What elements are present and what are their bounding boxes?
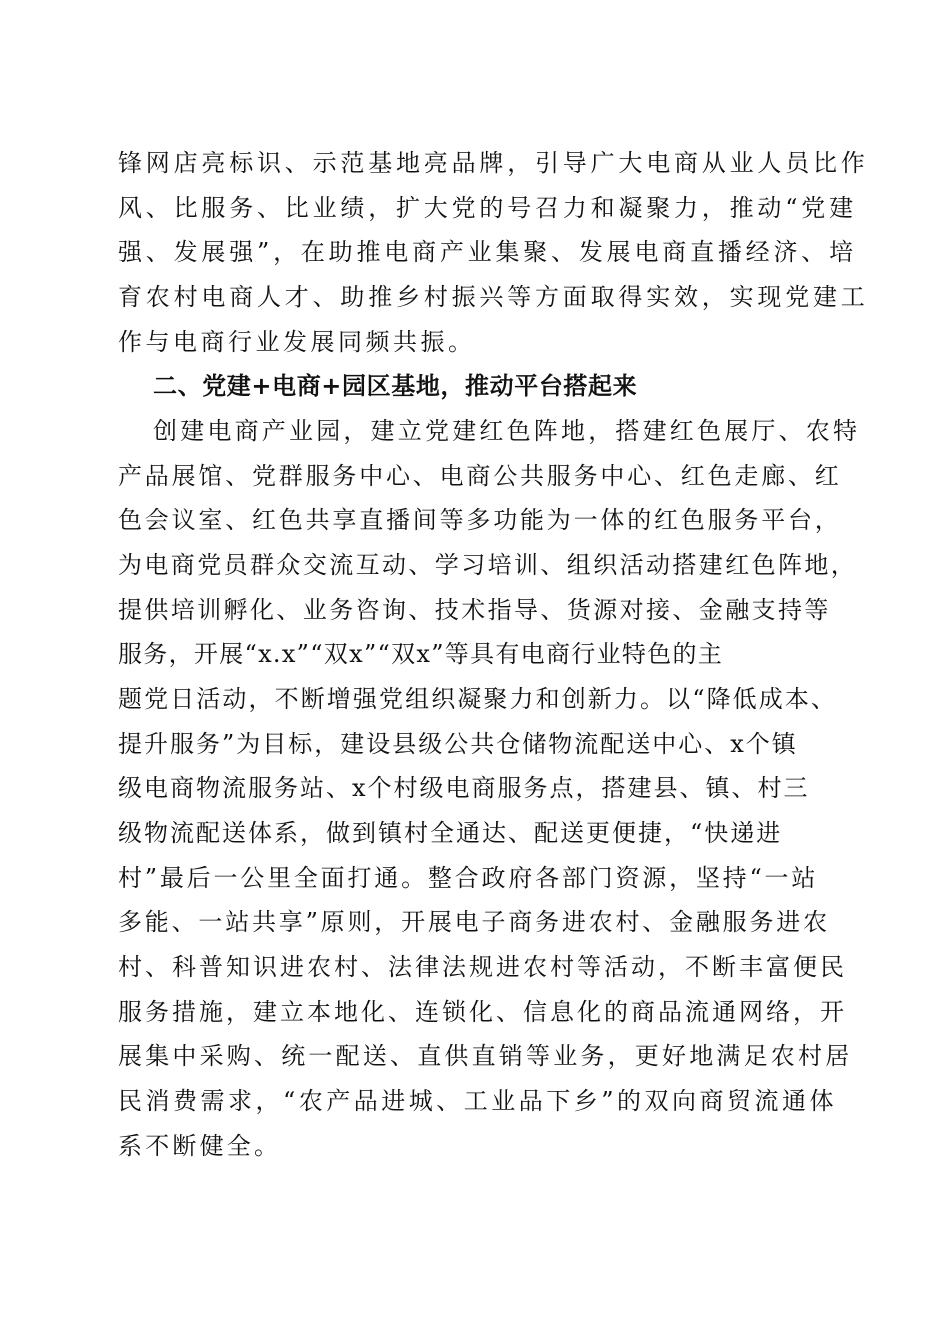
section-paragraph-line: 多能、一站共享”原则，开展电子商务进农村、金融服务进农 xyxy=(118,908,830,936)
section-paragraph-line: 题党日活动，不断增强党组织凝聚力和创新力。以“降低成本、 xyxy=(118,685,838,713)
section-paragraph-line: 创建电商产业园，建立党建红色阵地，搭建红色展厅、农特 xyxy=(153,417,861,445)
section-paragraph-line: 提升服务”为目标，建设县级公共仓储物流配送中心、x个镇 xyxy=(118,730,798,758)
section-paragraph-line: 展集中采购、统一配送、直供直销等业务，更好地满足农村居 xyxy=(118,1042,853,1070)
section-paragraph-line: 色会议室、红色共享直播间等多功能为一体的红色服务平台， xyxy=(118,506,842,534)
intro-paragraph-line: 锋网店亮标识、示范基地亮品牌，引导广大电商从业人员比作 xyxy=(118,149,869,177)
section-paragraph-line: 级电商物流服务站、x个村级电商服务点，搭建县、镇、村三 xyxy=(118,774,810,802)
section-paragraph-line: 服务措施，建立本地化、连锁化、信息化的商品流通网络，开 xyxy=(118,998,847,1026)
section-heading: 二、党建+电商+园区基地，推动平台搭起来 xyxy=(153,372,638,400)
intro-paragraph-line: 风、比服务、比业绩，扩大党的号召力和凝聚力，推动“党建 xyxy=(118,194,857,222)
section-paragraph-line: 民消费需求，“农产品进城、工业品下乡”的双向商贸流通体 xyxy=(118,1087,838,1115)
section-paragraph-line: 服务，开展“x.x”“双x”“双x”等具有电商行业特色的主 xyxy=(118,640,724,668)
intro-paragraph-line: 育农村电商人才、助推乡村振兴等方面取得实效，实现党建工 xyxy=(118,283,869,311)
section-paragraph-line: 产品展馆、党群服务中心、电商公共服务中心、红色走廊、红 xyxy=(118,462,842,490)
section-paragraph-line: 系不断健全。 xyxy=(118,1132,282,1160)
section-paragraph-line: 为电商党员群众交流互动、学习培训、组织活动搭建红色阵地， xyxy=(118,551,858,579)
intro-paragraph-line: 强、发展强”，在助推电商产业集聚、发展电商直播经济、培 xyxy=(118,238,857,266)
intro-paragraph-line: 作与电商行业发展同频共振。 xyxy=(118,328,476,356)
section-paragraph-line: 提供培训孵化、业务咨询、技术指导、货源对接、金融支持等 xyxy=(118,596,831,624)
section-paragraph-line: 村”最后一公里全面打通。整合政府各部门资源，坚持“一站 xyxy=(118,864,819,892)
section-paragraph-line: 村、科普知识进农村、法律法规进农村等活动，不断丰富便民 xyxy=(118,953,847,981)
section-paragraph-line: 级物流配送体系，做到镇村全通达、配送更便捷，“快递进 xyxy=(118,819,783,847)
